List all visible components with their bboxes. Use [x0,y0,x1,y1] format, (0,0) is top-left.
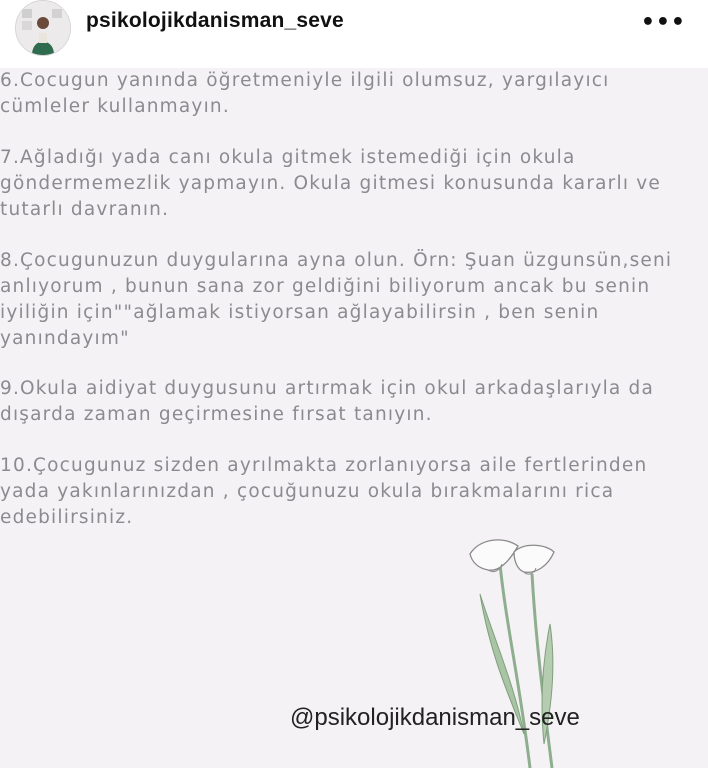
more-options-button[interactable]: ••• [640,10,686,35]
calla-lily-flower-icon [460,534,570,768]
tip-paragraph: 8.Çocugunuzun duygularına ayna olun. Örn: Şuan üzgunsün,seni anlıyorum , bunun sana zor geldiğini biliyorum ancak bu senin iyiliğin için""ağlamak istiyorsan ağlayabilirsin , ben senin yanındayım" [0,250,673,349]
tip-paragraph: 10.Çocugunuz sizden ayrılmakta zorlanıyorsa aile fertlerinden yada yakınlarınızdan , çocuğunuzu okula bırakmalarını rica edebilirsiniz. [0,455,648,528]
tip-paragraph: 7.Ağladığı yada canı okula gitmek istemediği için okula göndermemezlik yapmayın. Okula gitmesi konusunda kararlı ve tutarlı davranın. [0,147,661,220]
tip-paragraph: 9.Okula aidiyat duygusunu artırmak için okul arkadaşlarıyla da dışarda zaman geçirmesine fırsat tanıyın. [0,378,655,425]
post-header [0,0,708,68]
watermark-handle: @psikolojikdanisman_seve [290,704,580,731]
tip-paragraph: 6.Cocugun yanında öğretmeniyle ilgili olumsuz, yargılayıcı cümleler kullanmayın. [0,70,610,117]
avatar[interactable] [15,0,71,56]
username-link[interactable]: psikolojikdanisman_seve [86,9,344,32]
post-image [0,68,708,768]
profile-photo-icon [16,1,70,55]
